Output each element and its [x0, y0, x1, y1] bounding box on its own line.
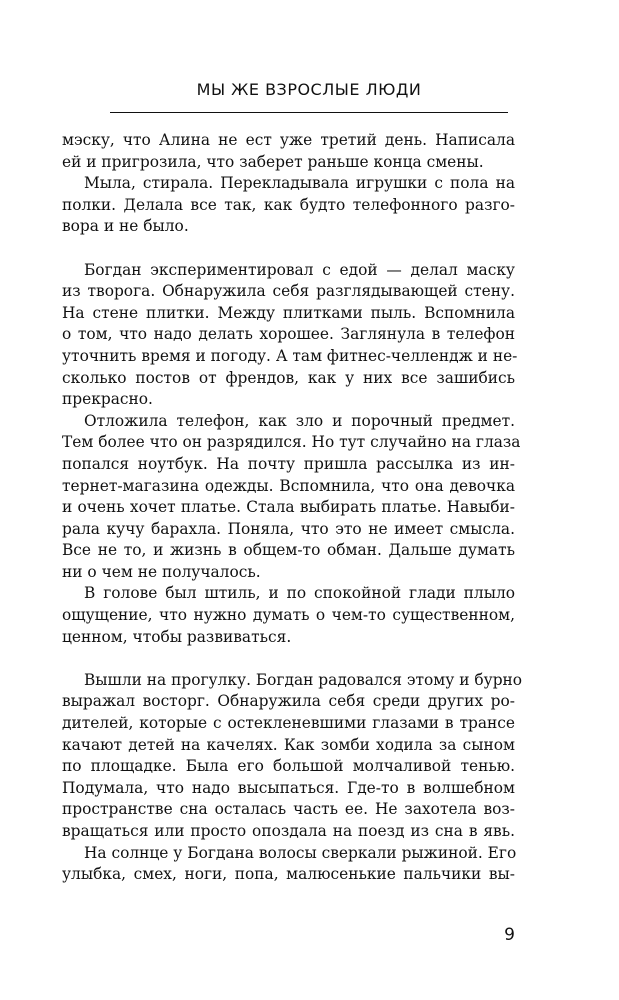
text-line: В голове был штиль, и по спокойной глади плыло: [84, 584, 515, 603]
text-line: Тем более что он разрядился. Но тут случайно на глаза: [62, 433, 521, 452]
section-break: [62, 238, 515, 260]
text-line: Мыла, стирала. Перекладывала игрушки с пола на: [84, 174, 515, 193]
page-number: 9: [504, 925, 515, 945]
section-break: [62, 648, 515, 670]
text-line: ощущение, что нужно думать о чем-то существенном,: [62, 606, 515, 625]
paragraph: [62, 173, 515, 238]
text-line: рала кучу барахла. Поняла, что это не имеет смысла.: [62, 519, 515, 538]
paragraph: [62, 670, 523, 843]
text-line: Отложила телефон, как зло и порочный предмет.: [84, 411, 515, 430]
text-line: мэску, что Алина не ест уже третий день. Написала: [62, 131, 515, 149]
text-line: Все не то, и жизнь в общем-то обман. Дальше думать: [62, 541, 515, 560]
paragraph: [62, 583, 515, 648]
paragraph: [62, 411, 521, 584]
text-line: На стене плитки. Между плитками пыль. Вспомнила: [62, 303, 515, 322]
header-rule: [110, 112, 508, 113]
text-line: качают детей на качелях. Как зомби ходила за сыном: [62, 735, 515, 754]
text-line: попался ноутбук. На почту пришла рассылка из ин-: [62, 454, 515, 473]
text-line: и очень хочет платье. Стала выбирать платье. Навыби-: [62, 498, 515, 517]
body-text: [62, 130, 523, 886]
text-line: Подумала, что надо высыпаться. Где-то в волшебном: [62, 778, 515, 797]
paragraph: [62, 843, 515, 886]
text-line: На солнце у Богдана волосы сверкали рыжиной. Его: [84, 843, 517, 862]
text-line: прекрасно.: [62, 390, 153, 409]
text-line: ценном, чтобы развиваться.: [62, 627, 292, 646]
text-line: ни о чем не получалось.: [62, 562, 261, 581]
text-line: о том, что надо делать хорошее. Заглянула в телефон: [62, 325, 515, 344]
text-line: вора и не было.: [62, 217, 189, 236]
text-line: Вышли на прогулку. Богдан радовался этому и бурно: [84, 670, 523, 689]
text-line: сколько постов от френдов, как у них все зашибись: [62, 368, 515, 387]
text-line: из творога. Обнаружила себя разглядывающей стену.: [62, 282, 515, 301]
text-line: вращаться или просто опоздала на поезд из сна в явь.: [62, 822, 515, 840]
text-line: выражал восторг. Обнаружила себя среди других ро-: [62, 692, 515, 711]
text-line: полки. Делала все так, как будто телефонного разго-: [62, 195, 515, 214]
text-line: улыбка, смех, ноги, попа, малюсенькие пальчики вы-: [62, 865, 515, 884]
text-line: дителей, которые с остекленевшими глазами в трансе: [62, 714, 515, 733]
text-line: тернет-магазина одежды. Вспомнила, что она девочка: [62, 476, 515, 495]
text-line: по площадке. Была его большой молчаливой тенью.: [62, 757, 515, 776]
paragraph: [62, 260, 518, 411]
running-head: МЫ ЖЕ ВЗРОСЛЫЕ ЛЮДИ: [196, 80, 422, 99]
text-line: ей и пригрозила, что заберет раньше конца смены.: [62, 152, 484, 171]
text-line: уточнить время и погоду. А там фитнес-челлендж и не-: [62, 346, 518, 365]
text-line: пространстве сна осталась часть ее. Не захотела воз-: [62, 800, 515, 819]
text-line: Богдан экспериментировал с едой — делал маску: [84, 260, 515, 279]
paragraph: [62, 130, 515, 173]
